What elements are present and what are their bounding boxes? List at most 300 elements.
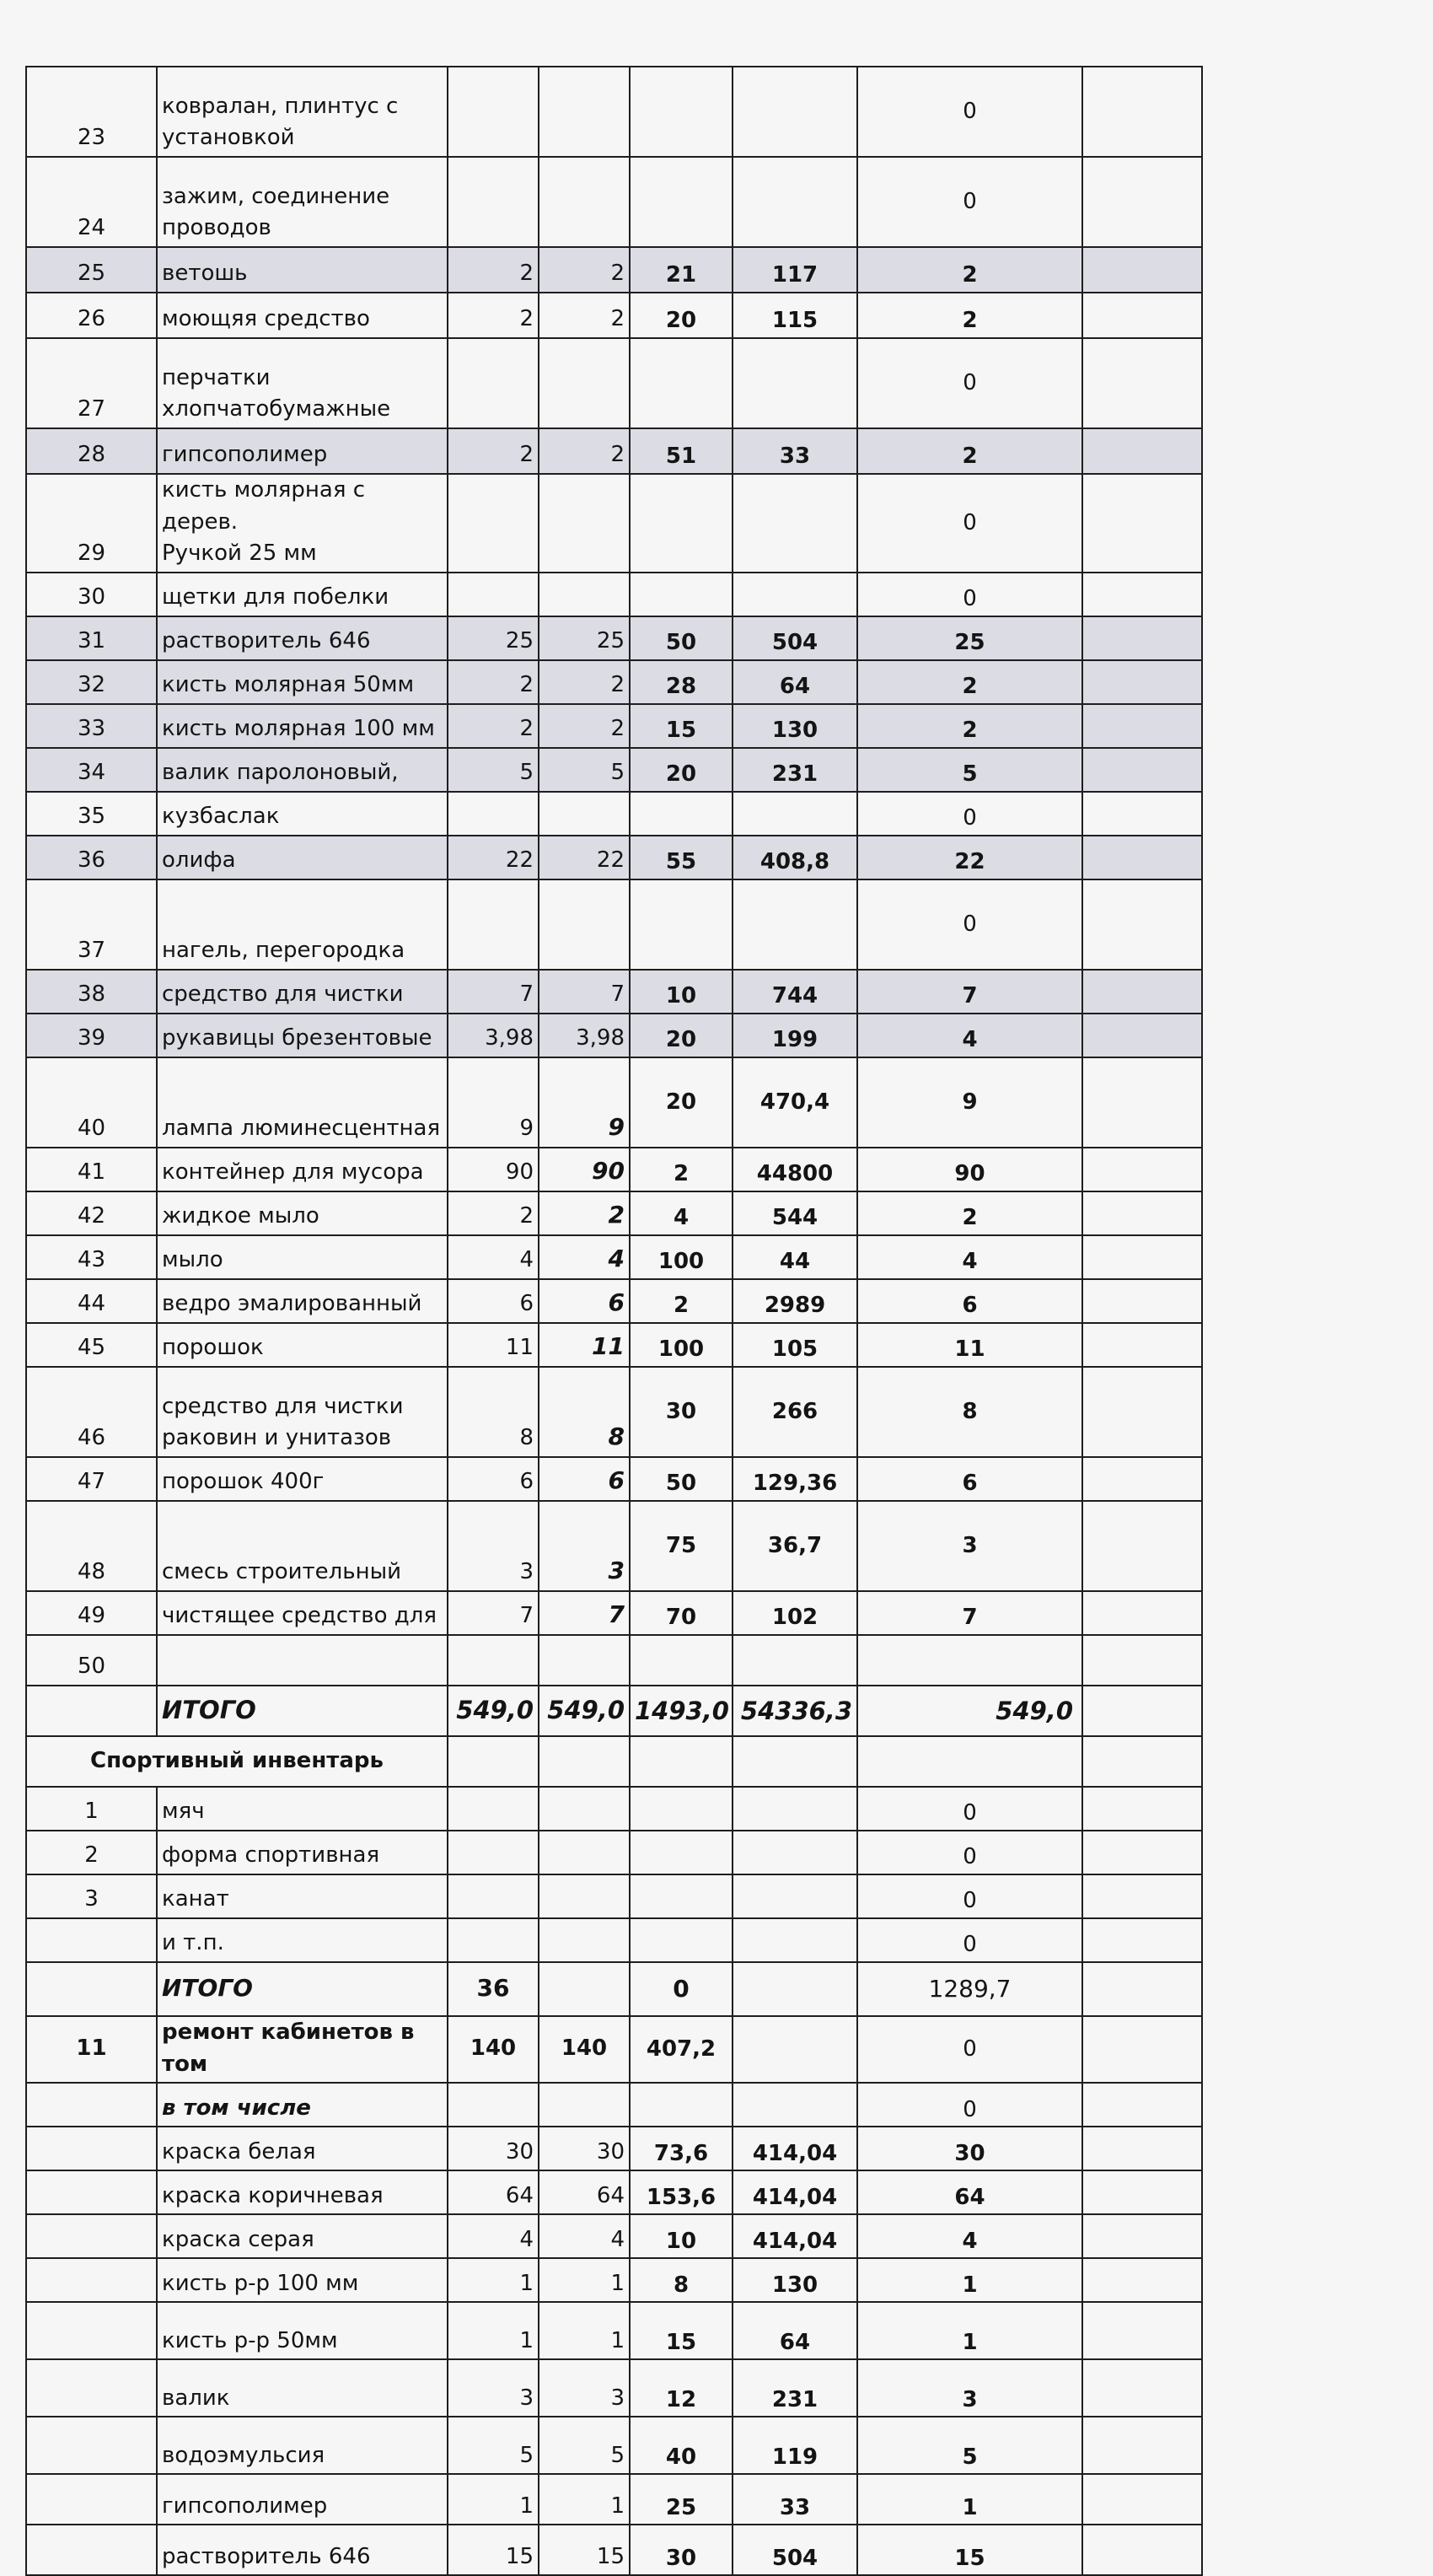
empty-cell xyxy=(26,1962,157,2016)
row-number: 3 xyxy=(26,1874,157,1918)
price-cell: 119 xyxy=(733,2417,857,2474)
empty-cell xyxy=(1082,1787,1202,1831)
price-cell xyxy=(733,338,857,428)
table-row xyxy=(26,1014,1202,1057)
empty-cell xyxy=(1082,1635,1202,1686)
empty-cell xyxy=(1082,2214,1202,2258)
qty-cell: 5 xyxy=(539,748,630,792)
qty-cell xyxy=(539,474,630,573)
value-cell xyxy=(630,474,733,573)
empty-cell xyxy=(26,1686,157,1736)
qty-cell: 2 xyxy=(448,1191,539,1235)
table-row xyxy=(26,2302,1202,2359)
table-row xyxy=(26,660,1202,704)
qty-cell xyxy=(448,474,539,573)
qty-cell xyxy=(448,573,539,616)
empty-cell xyxy=(539,1831,630,1874)
qty-cell: 140 xyxy=(448,2016,539,2083)
value-cell: 51 xyxy=(630,428,733,474)
qty-cell: 6 xyxy=(539,1279,630,1323)
empty-cell xyxy=(1082,2525,1202,2575)
table-row xyxy=(26,1191,1202,1235)
item-name: канат xyxy=(157,1874,448,1918)
empty-cell xyxy=(539,1874,630,1918)
price-cell: 117 xyxy=(733,247,857,293)
qty-cell xyxy=(448,67,539,157)
row-number: 1 xyxy=(26,1787,157,1831)
table-row xyxy=(26,2170,1202,2214)
table-row xyxy=(26,748,1202,792)
empty-cell xyxy=(1082,660,1202,704)
qty-cell: 3,98 xyxy=(448,1014,539,1057)
qty-cell: 64 xyxy=(448,2170,539,2214)
qty-cell: 25 xyxy=(539,616,630,660)
qty-cell: 22 xyxy=(539,836,630,879)
result-cell: 4 xyxy=(857,1235,1082,1279)
empty-cell xyxy=(26,2214,157,2258)
empty-cell xyxy=(733,1831,857,1874)
value-cell: 100 xyxy=(630,1235,733,1279)
result-cell: 9 xyxy=(857,1057,1082,1148)
table-row xyxy=(26,1635,1202,1686)
table-row xyxy=(26,293,1202,338)
value-cell xyxy=(630,67,733,157)
qty-cell: 64 xyxy=(539,2170,630,2214)
row-number: 34 xyxy=(26,748,157,792)
empty-cell xyxy=(1082,748,1202,792)
value-cell: 15 xyxy=(630,2302,733,2359)
table-row xyxy=(26,1323,1202,1367)
qty-cell xyxy=(448,157,539,247)
empty-cell xyxy=(1082,2258,1202,2302)
item-name: моющяя средство xyxy=(157,293,448,338)
empty-cell xyxy=(26,2083,157,2127)
qty-cell: 7 xyxy=(539,1591,630,1635)
empty-cell xyxy=(448,1874,539,1918)
item-name: краска коричневая xyxy=(157,2170,448,2214)
result-cell: 3 xyxy=(857,1501,1082,1591)
result-cell: 4 xyxy=(857,2214,1082,2258)
qty-cell: 2 xyxy=(448,660,539,704)
item-name: краска серая xyxy=(157,2214,448,2258)
item-name: средство для чистки xyxy=(157,970,448,1014)
empty-cell xyxy=(1082,338,1202,428)
price-cell: 504 xyxy=(733,616,857,660)
table-row xyxy=(26,1057,1202,1148)
empty-cell xyxy=(733,1736,857,1787)
price-cell: 231 xyxy=(733,2359,857,2417)
qty-cell: 4 xyxy=(448,1235,539,1279)
price-cell: 744 xyxy=(733,970,857,1014)
row-number: 38 xyxy=(26,970,157,1014)
empty-cell xyxy=(1082,1831,1202,1874)
price-cell: 33 xyxy=(733,2474,857,2525)
row-number: 40 xyxy=(26,1057,157,1148)
price-cell: 414,04 xyxy=(733,2127,857,2170)
empty-cell xyxy=(1082,428,1202,474)
empty-cell xyxy=(1082,1918,1202,1962)
empty-cell xyxy=(26,2127,157,2170)
item-name: растворитель 646 xyxy=(157,616,448,660)
price-cell: 231 xyxy=(733,748,857,792)
price-cell xyxy=(733,157,857,247)
result-cell: 0 xyxy=(857,2016,1082,2083)
table-row xyxy=(26,2258,1202,2302)
qty-cell: 4 xyxy=(539,1235,630,1279)
empty-cell xyxy=(630,1874,733,1918)
value-cell: 12 xyxy=(630,2359,733,2417)
qty-cell: 9 xyxy=(448,1057,539,1148)
item-name: нагель, перегородка xyxy=(157,879,448,970)
qty-cell: 140 xyxy=(539,2016,630,2083)
empty-cell xyxy=(448,1918,539,1962)
row-number: 39 xyxy=(26,1014,157,1057)
table-body xyxy=(26,67,1202,2575)
result-cell: 0 xyxy=(857,1831,1082,1874)
empty-cell xyxy=(1082,67,1202,157)
empty-cell xyxy=(1082,1279,1202,1323)
result-cell: 0 xyxy=(857,573,1082,616)
empty-cell xyxy=(1082,2417,1202,2474)
qty-cell: 2 xyxy=(448,704,539,748)
row-number: 24 xyxy=(26,157,157,247)
qty-cell: 7 xyxy=(539,970,630,1014)
empty-cell xyxy=(1082,2359,1202,2417)
price-cell: 2989 xyxy=(733,1279,857,1323)
total-row xyxy=(26,1686,1202,1736)
price-cell: 129,36 xyxy=(733,1457,857,1501)
empty-cell xyxy=(1082,1323,1202,1367)
row-number: 25 xyxy=(26,247,157,293)
value-cell: 73,6 xyxy=(630,2127,733,2170)
item-name: гипсополимер xyxy=(157,2474,448,2525)
qty-cell xyxy=(539,792,630,836)
price-cell xyxy=(733,573,857,616)
result-cell: 2 xyxy=(857,1191,1082,1235)
including-row xyxy=(26,2083,1202,2127)
price-cell: 414,04 xyxy=(733,2170,857,2214)
result-cell: 6 xyxy=(857,1279,1082,1323)
result-cell: 2 xyxy=(857,247,1082,293)
table-row xyxy=(26,247,1202,293)
empty-cell xyxy=(448,1736,539,1787)
value-cell xyxy=(630,792,733,836)
qty-cell: 7 xyxy=(448,970,539,1014)
value-cell: 21 xyxy=(630,247,733,293)
value-cell: 100 xyxy=(630,1323,733,1367)
price-cell: 199 xyxy=(733,1014,857,1057)
row-number: 35 xyxy=(26,792,157,836)
qty-cell: 1 xyxy=(448,2302,539,2359)
empty-cell xyxy=(1082,616,1202,660)
qty-cell: 11 xyxy=(539,1323,630,1367)
value-cell: 40 xyxy=(630,2417,733,2474)
total-row xyxy=(26,1962,1202,2016)
empty-cell xyxy=(1082,1501,1202,1591)
qty-cell: 3,98 xyxy=(539,1014,630,1057)
result-cell: 0 xyxy=(857,1918,1082,1962)
qty-cell xyxy=(539,573,630,616)
result-cell: 0 xyxy=(857,792,1082,836)
table-row xyxy=(26,792,1202,836)
value-cell xyxy=(630,338,733,428)
table-row xyxy=(26,1457,1202,1501)
qty-cell xyxy=(539,338,630,428)
item-name: и т.п. xyxy=(157,1918,448,1962)
price-cell: 36,7 xyxy=(733,1501,857,1591)
qty-cell: 2 xyxy=(539,428,630,474)
value-cell: 20 xyxy=(630,293,733,338)
row-number: 47 xyxy=(26,1457,157,1501)
qty-cell: 15 xyxy=(539,2525,630,2575)
row-number: 30 xyxy=(26,573,157,616)
item-name: растворитель 646 xyxy=(157,2525,448,2575)
result-cell: 2 xyxy=(857,293,1082,338)
empty-cell xyxy=(1082,1457,1202,1501)
table-row xyxy=(26,616,1202,660)
item-name: ковралан, плинтус с установкой xyxy=(157,67,448,157)
empty-cell xyxy=(539,1787,630,1831)
section-row xyxy=(26,1736,1202,1787)
item-name: кисть молярная 50мм xyxy=(157,660,448,704)
item-name: олифа xyxy=(157,836,448,879)
qty-cell: 6 xyxy=(448,1457,539,1501)
qty-cell xyxy=(539,879,630,970)
empty-cell xyxy=(26,2170,157,2214)
empty-cell xyxy=(1082,2302,1202,2359)
empty-cell xyxy=(1082,1014,1202,1057)
item-name: гипсополимер xyxy=(157,428,448,474)
empty-cell xyxy=(733,1787,857,1831)
empty-cell xyxy=(630,1831,733,1874)
empty-cell xyxy=(1082,157,1202,247)
table-row xyxy=(26,704,1202,748)
price-cell: 266 xyxy=(733,1367,857,1457)
item-name: смесь строительный xyxy=(157,1501,448,1591)
result-cell: 4 xyxy=(857,1014,1082,1057)
item-name: контейнер для мусора xyxy=(157,1148,448,1191)
result-cell: 7 xyxy=(857,970,1082,1014)
item-name: ветошь xyxy=(157,247,448,293)
table-row xyxy=(26,879,1202,970)
qty-cell: 7 xyxy=(448,1591,539,1635)
table-row xyxy=(26,2474,1202,2525)
result-cell: 1 xyxy=(857,2302,1082,2359)
price-cell xyxy=(733,1635,857,1686)
result-cell: 2 xyxy=(857,704,1082,748)
price-cell: 130 xyxy=(733,704,857,748)
empty-cell xyxy=(1082,970,1202,1014)
result-cell: 1 xyxy=(857,2258,1082,2302)
table-row xyxy=(26,1918,1202,1962)
empty-cell xyxy=(448,1787,539,1831)
value-cell: 55 xyxy=(630,836,733,879)
empty-cell xyxy=(539,1962,630,2016)
value-cell xyxy=(630,1635,733,1686)
item-name: валик xyxy=(157,2359,448,2417)
empty-cell xyxy=(1082,2016,1202,2083)
table-row xyxy=(26,2525,1202,2575)
qty-cell: 1 xyxy=(448,2474,539,2525)
table-row xyxy=(26,67,1202,157)
table-row xyxy=(26,428,1202,474)
empty-cell xyxy=(539,2083,630,2127)
table-row xyxy=(26,1591,1202,1635)
value-cell: 20 xyxy=(630,1057,733,1148)
value-cell: 10 xyxy=(630,970,733,1014)
item-name: перчатки хлопчатобумажные xyxy=(157,338,448,428)
empty-cell xyxy=(733,2016,857,2083)
qty-cell: 5 xyxy=(448,2417,539,2474)
price-cell xyxy=(733,879,857,970)
empty-cell xyxy=(857,1736,1082,1787)
result-cell: 0 xyxy=(857,1874,1082,1918)
row-number: 50 xyxy=(26,1635,157,1686)
qty-cell xyxy=(448,879,539,970)
section-title: Спортивный инвентарь xyxy=(26,1736,448,1787)
qty-cell: 3 xyxy=(448,1501,539,1591)
qty-cell: 2 xyxy=(539,293,630,338)
value-cell: 20 xyxy=(630,748,733,792)
price-cell: 105 xyxy=(733,1323,857,1367)
empty-cell xyxy=(1082,2474,1202,2525)
qty-cell: 15 xyxy=(448,2525,539,2575)
price-cell xyxy=(733,67,857,157)
table-row xyxy=(26,573,1202,616)
table-row xyxy=(26,1787,1202,1831)
row-number: 46 xyxy=(26,1367,157,1457)
empty-cell xyxy=(1082,293,1202,338)
table-row xyxy=(26,338,1202,428)
qty-cell: 90 xyxy=(448,1148,539,1191)
empty-cell xyxy=(733,1874,857,1918)
row-number: 43 xyxy=(26,1235,157,1279)
table-row xyxy=(26,1501,1202,1591)
value-cell: 70 xyxy=(630,1591,733,1635)
empty-cell xyxy=(26,2474,157,2525)
empty-cell xyxy=(1082,1148,1202,1191)
table-row xyxy=(26,1279,1202,1323)
price-cell: 470,4 xyxy=(733,1057,857,1148)
item-name: ремонт кабинетов в том xyxy=(157,2016,448,2083)
item-name: рукавицы брезентовые xyxy=(157,1014,448,1057)
row-number: 44 xyxy=(26,1279,157,1323)
qty-cell xyxy=(448,1635,539,1686)
empty-cell xyxy=(26,2258,157,2302)
item-name: водоэмульсия xyxy=(157,2417,448,2474)
result-cell: 11 xyxy=(857,1323,1082,1367)
empty-cell xyxy=(26,2302,157,2359)
value-cell: 8 xyxy=(630,2258,733,2302)
price-cell: 44800 xyxy=(733,1148,857,1191)
row-number: 45 xyxy=(26,1323,157,1367)
result-cell: 0 xyxy=(857,1787,1082,1831)
item-name: форма спортивная xyxy=(157,1831,448,1874)
empty-cell xyxy=(1082,1057,1202,1148)
item-name: кисть р-р 100 мм xyxy=(157,2258,448,2302)
row-number: 27 xyxy=(26,338,157,428)
qty-cell xyxy=(539,1635,630,1686)
qty-cell: 4 xyxy=(448,2214,539,2258)
empty-cell xyxy=(630,1787,733,1831)
empty-cell xyxy=(448,1831,539,1874)
qty-cell: 3 xyxy=(539,1501,630,1591)
price-cell: 44 xyxy=(733,1235,857,1279)
empty-cell xyxy=(1082,2127,1202,2170)
qty-cell: 8 xyxy=(539,1367,630,1457)
empty-cell xyxy=(1082,2083,1202,2127)
item-name: чистящее средство для xyxy=(157,1591,448,1635)
result-cell: 5 xyxy=(857,748,1082,792)
qty-cell: 2 xyxy=(448,247,539,293)
result-cell: 90 xyxy=(857,1148,1082,1191)
total-cell: 1289,7 xyxy=(857,1962,1082,2016)
empty-cell xyxy=(630,1736,733,1787)
value-cell: 407,2 xyxy=(630,2016,733,2083)
table-row xyxy=(26,2359,1202,2417)
total-cell: 0 xyxy=(630,1962,733,2016)
table-row xyxy=(26,970,1202,1014)
qty-cell: 3 xyxy=(448,2359,539,2417)
value-cell: 15 xyxy=(630,704,733,748)
result-cell: 2 xyxy=(857,660,1082,704)
item-name: мяч xyxy=(157,1787,448,1831)
result-cell: 15 xyxy=(857,2525,1082,2575)
value-cell: 2 xyxy=(630,1279,733,1323)
value-cell: 75 xyxy=(630,1501,733,1591)
item-name: средство для чистки раковин и унитазов xyxy=(157,1367,448,1457)
qty-cell: 11 xyxy=(448,1323,539,1367)
empty-cell xyxy=(1082,1235,1202,1279)
result-cell: 0 xyxy=(857,474,1082,573)
total-cell: 54336,3 xyxy=(733,1686,857,1736)
result-cell: 8 xyxy=(857,1367,1082,1457)
empty-cell xyxy=(448,2083,539,2127)
total-label: ИТОГО xyxy=(157,1962,448,2016)
value-cell: 25 xyxy=(630,2474,733,2525)
table-row xyxy=(26,1831,1202,1874)
item-name: кисть р-р 50мм xyxy=(157,2302,448,2359)
result-cell: 5 xyxy=(857,2417,1082,2474)
row-number: 32 xyxy=(26,660,157,704)
qty-cell: 5 xyxy=(448,748,539,792)
value-cell xyxy=(630,157,733,247)
qty-cell: 2 xyxy=(448,428,539,474)
inventory-table xyxy=(25,66,1201,2571)
qty-cell: 6 xyxy=(448,1279,539,1323)
row-number: 31 xyxy=(26,616,157,660)
empty-cell xyxy=(733,2083,857,2127)
result-cell: 2 xyxy=(857,428,1082,474)
empty-cell xyxy=(1082,879,1202,970)
qty-cell: 1 xyxy=(448,2258,539,2302)
row-number: 2 xyxy=(26,1831,157,1874)
empty-cell xyxy=(733,1962,857,2016)
value-cell: 50 xyxy=(630,1457,733,1501)
qty-cell: 30 xyxy=(539,2127,630,2170)
empty-cell xyxy=(630,2083,733,2127)
row-number: 41 xyxy=(26,1148,157,1191)
empty-cell xyxy=(1082,1736,1202,1787)
value-cell: 2 xyxy=(630,1148,733,1191)
row-number: 29 xyxy=(26,474,157,573)
qty-cell: 2 xyxy=(539,1191,630,1235)
item-name: ведро эмалированный xyxy=(157,1279,448,1323)
table-row xyxy=(26,157,1202,247)
table-row xyxy=(26,1874,1202,1918)
result-cell: 22 xyxy=(857,836,1082,879)
price-cell: 414,04 xyxy=(733,2214,857,2258)
